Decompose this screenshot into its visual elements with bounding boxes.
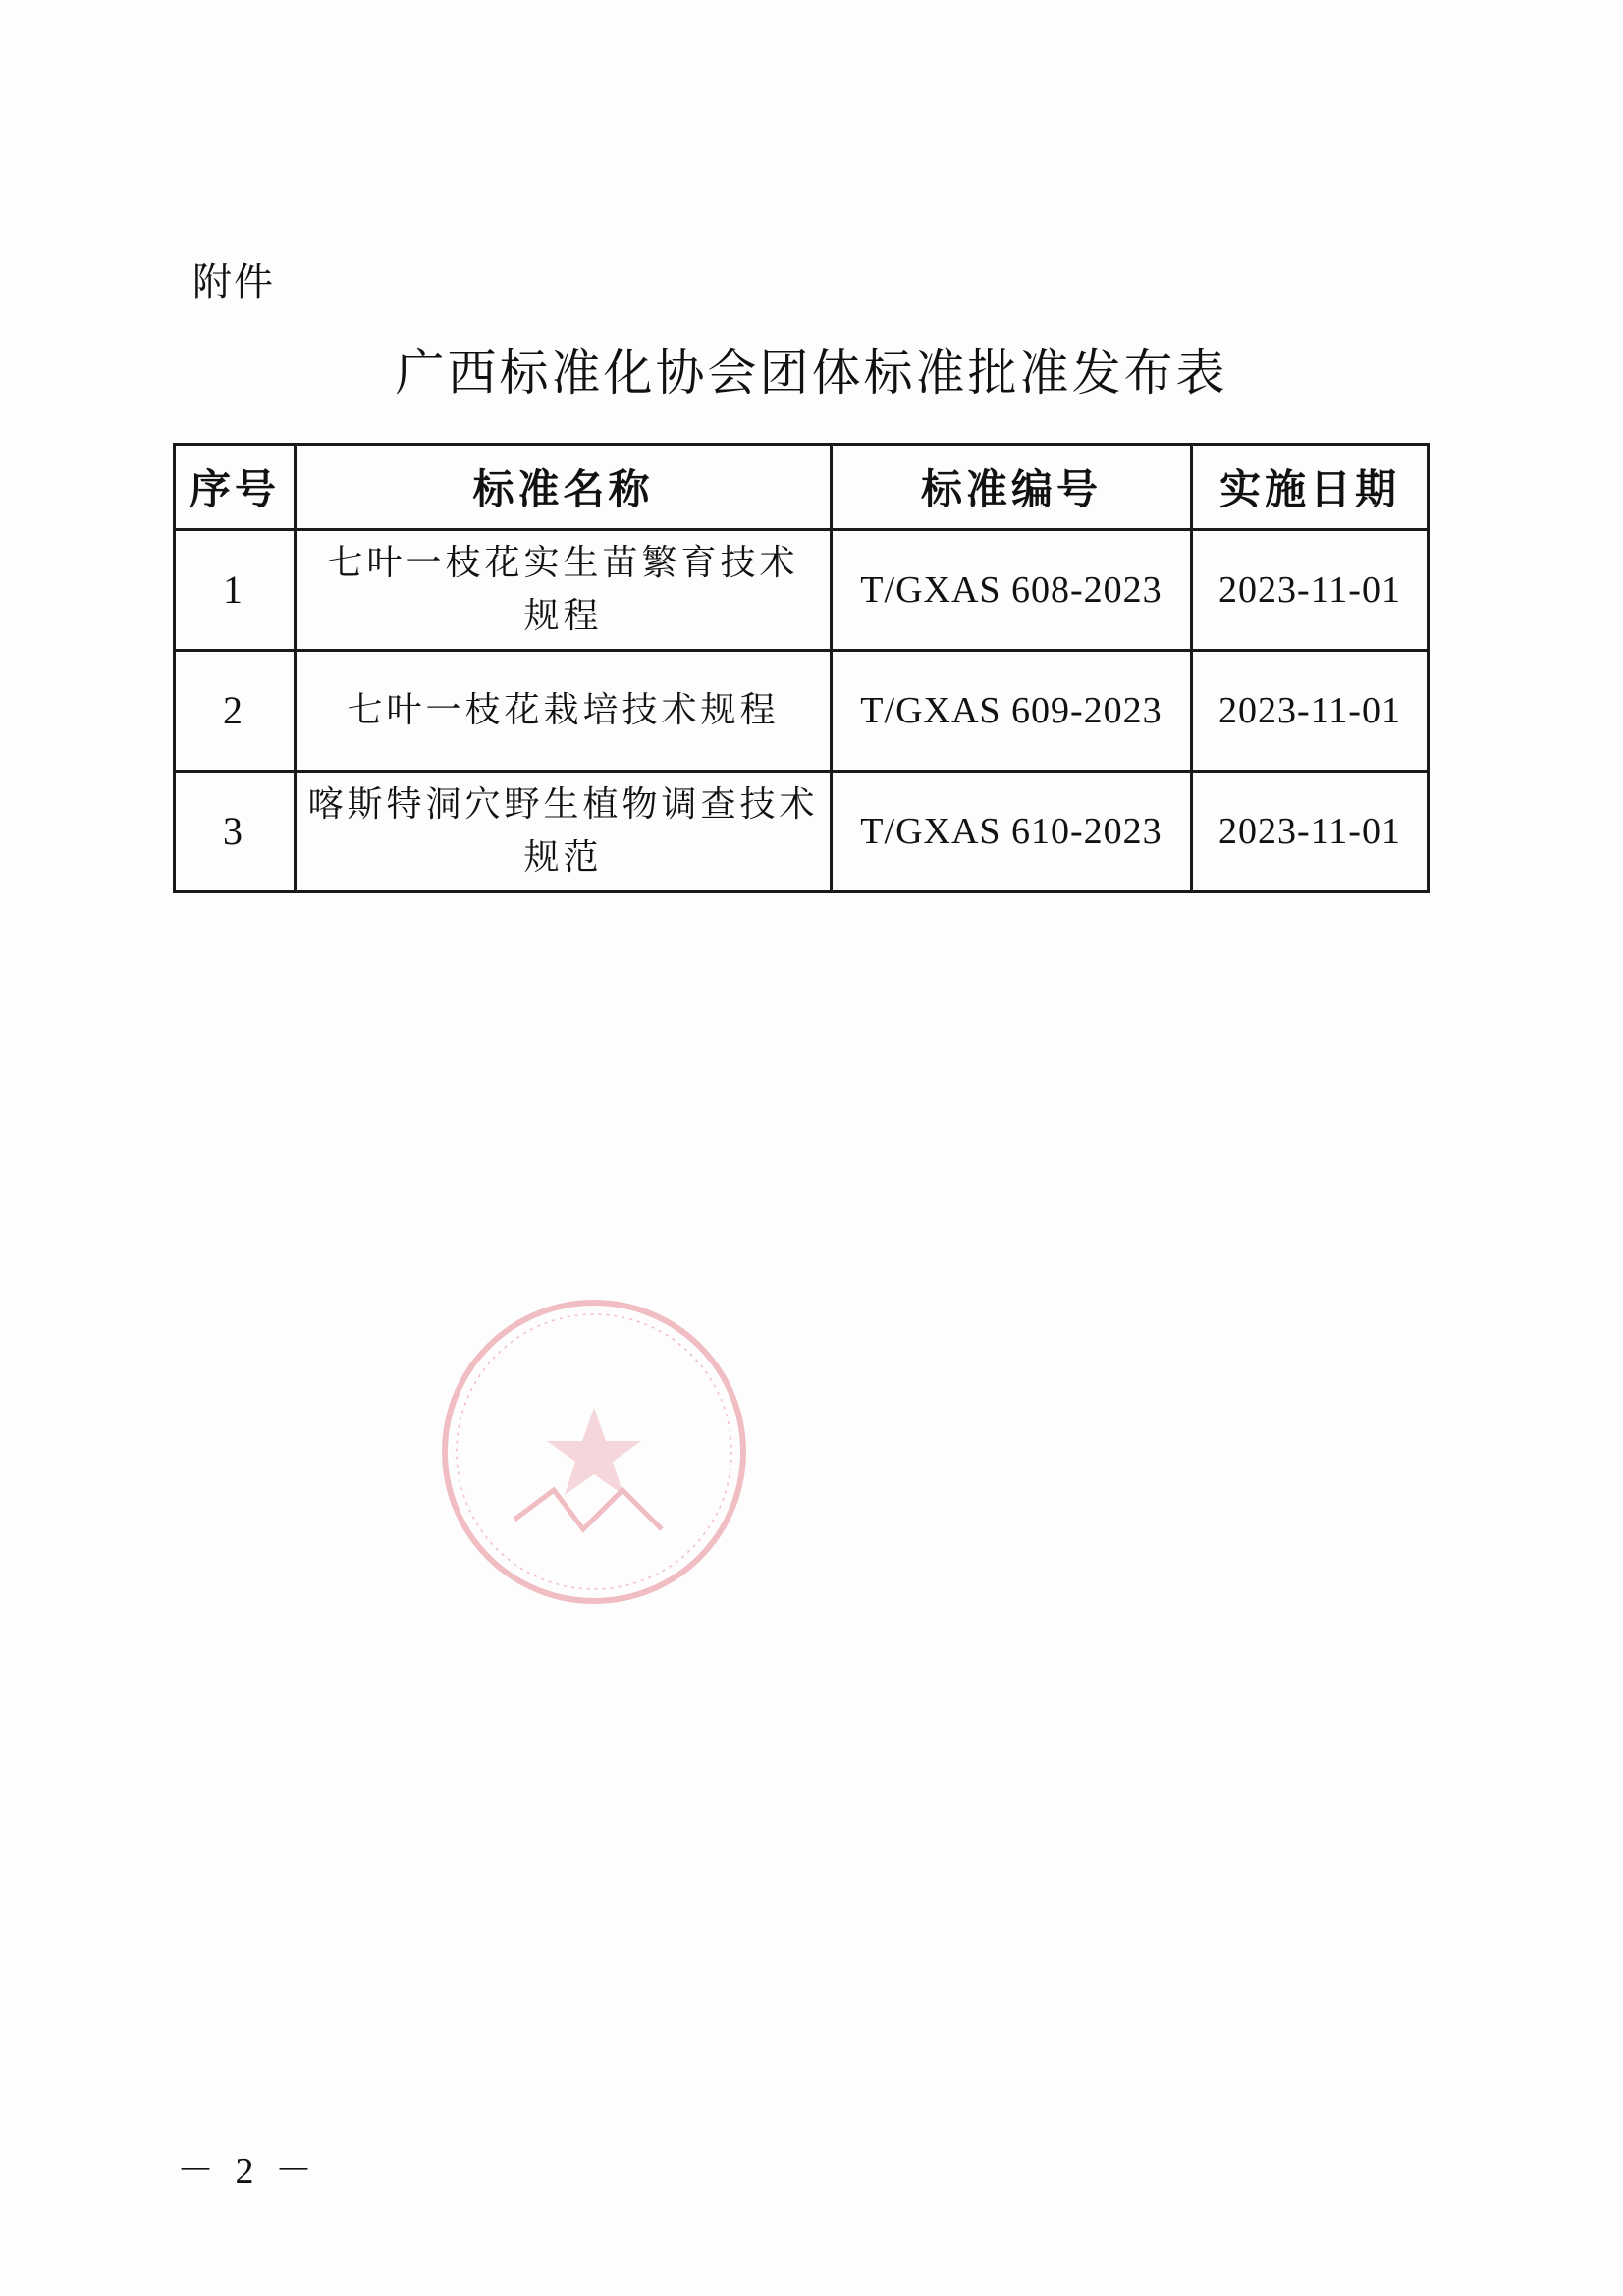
row-code: T/GXAS 610-2023: [832, 772, 1192, 892]
row-code: T/GXAS 609-2023: [832, 651, 1192, 772]
row-date: 2023-11-01: [1192, 530, 1429, 651]
official-seal: [436, 1294, 752, 1610]
row-seq: 2: [175, 651, 296, 772]
seal-mark: [514, 1490, 662, 1529]
row-name-line: 规程: [523, 596, 603, 636]
row-name-line: 七叶一枝花实生苗繁育技术: [327, 543, 799, 583]
row-code: T/GXAS 608-2023: [832, 530, 1192, 651]
row-seq: 3: [175, 772, 296, 892]
header-date: 实施日期: [1192, 445, 1429, 530]
header-name: 标准名称: [296, 445, 832, 530]
row-name: [296, 772, 832, 892]
table-row: [175, 530, 1429, 651]
page-number: － 2 －: [177, 2151, 319, 2192]
row-date: 2023-11-01: [1192, 772, 1429, 892]
row-name: [296, 651, 832, 772]
seal-star-icon: [547, 1408, 641, 1495]
table-row: [175, 651, 1429, 772]
row-name-line: 喀斯特洞穴野生植物调查技术: [307, 784, 819, 825]
standards-table: [173, 443, 1430, 893]
header-code: 标准编号: [832, 445, 1192, 530]
header-seq: 序号: [175, 445, 296, 530]
row-seq: 1: [175, 530, 296, 651]
page-title: 广西标准化协会团体标准批准发布表: [395, 345, 1228, 401]
table-row: [175, 772, 1429, 892]
row-name-line: 七叶一枝花栽培技术规程: [347, 690, 780, 730]
row-name-line: 规范: [523, 837, 603, 878]
row-date: 2023-11-01: [1192, 651, 1429, 772]
attachment-label: 附件: [192, 260, 275, 305]
table-header-row: [175, 445, 1429, 530]
row-name: [296, 530, 832, 651]
